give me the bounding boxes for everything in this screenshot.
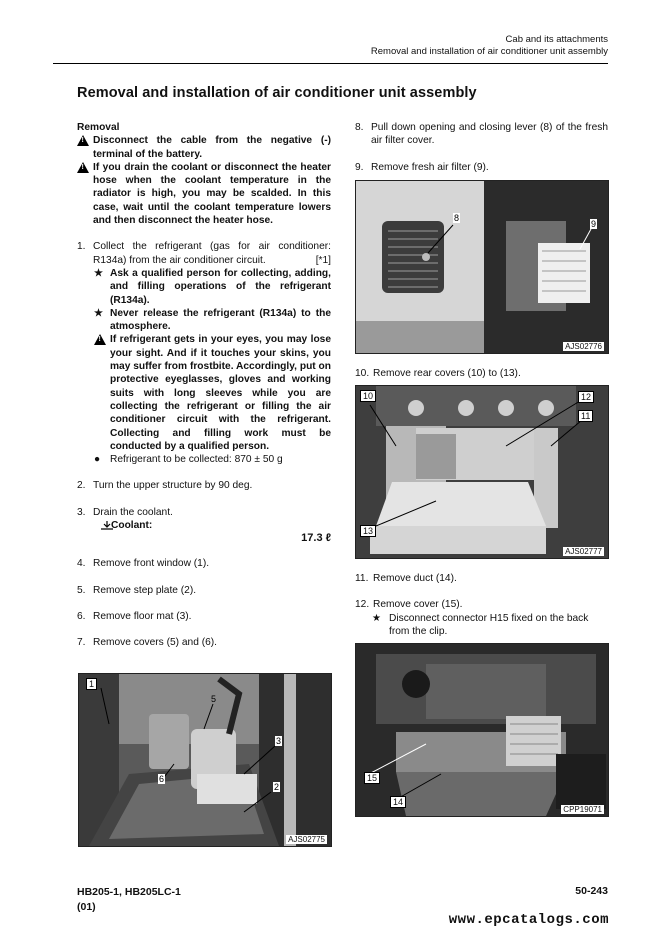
photo-rear-covers bbox=[355, 385, 609, 559]
step-9: 9. Remove fresh air filter (9). bbox=[355, 161, 489, 173]
photo-cab-interior bbox=[78, 673, 332, 847]
coolant-amount: 17.3 ℓ bbox=[301, 532, 331, 545]
cab-interior-image bbox=[79, 674, 331, 846]
note-connector: ★ Disconnect connector H15 fixed on the back from the clip. bbox=[372, 612, 589, 637]
note-qualified-person: ★ Ask a qualified person for collecting, adding, and filling operations of the refrigerant (R134a). bbox=[94, 267, 331, 306]
drain-icon bbox=[101, 521, 113, 530]
photo-code: CPP19071 bbox=[563, 805, 602, 814]
step-4: 4. Remove front window (1). bbox=[77, 558, 210, 570]
step-7: 7. Remove covers (5) and (6). bbox=[77, 637, 217, 649]
note-no-release: ★ Never release the refrigerant (R134a) to the atmosphere. bbox=[94, 307, 331, 333]
callout-13: 13 bbox=[360, 525, 376, 537]
callout-9: 9 bbox=[591, 219, 597, 229]
page-title: Removal and installation of air conditioner unit assembly bbox=[77, 85, 477, 101]
photo-code: AJS02776 bbox=[565, 342, 602, 351]
step-3: 3. Drain the coolant. bbox=[77, 506, 173, 518]
step-8: 8. Pull down opening and closing lever (8) of the fresh air filter cover. bbox=[355, 122, 608, 147]
rear-covers-image bbox=[356, 386, 608, 558]
callout-5: 5 bbox=[211, 694, 217, 704]
photo-duct-cover bbox=[355, 643, 609, 817]
warning-icon bbox=[77, 161, 89, 176]
right-column bbox=[355, 121, 608, 174]
callout-8: 8 bbox=[454, 213, 460, 223]
footer-model: HB205-1, HB205LC-1 (01) bbox=[77, 886, 181, 913]
section-heading: Removal bbox=[77, 122, 120, 133]
photo-code: AJS02777 bbox=[565, 547, 602, 556]
callout-15: 15 bbox=[364, 772, 380, 784]
left-column bbox=[77, 121, 331, 650]
star-icon: ★ bbox=[94, 267, 104, 279]
step-10-block bbox=[355, 367, 608, 380]
photo-fresh-air-filter bbox=[355, 180, 609, 354]
step-2: 2. Turn the upper structure by 90 deg. bbox=[77, 480, 253, 492]
step-6: 6. Remove floor mat (3). bbox=[77, 610, 192, 622]
warning-battery: ! Disconnect the cable from the negative (-) terminal of the battery. bbox=[77, 134, 331, 161]
warning-refrigerant: ! If refrigerant gets in your eyes, you may lose your sight. And if it touches your skins, you may suffer from frostbite. Accordingly, put on protective eyeglasses, gloves and working suits with long sleeves while you are collecting the refrigerant or filling the air conditioner circuit with the refrigerant. Collecting and filling work must be conducted by a qualified person. bbox=[77, 333, 331, 453]
fresh-air-filter-image bbox=[356, 181, 608, 353]
coolant-spec: Coolant: bbox=[77, 519, 331, 533]
refrigerant-amount: ● Refrigerant to be collected: 870 ± 50 g bbox=[94, 454, 283, 466]
warning-coolant: ! If you drain the coolant or disconnect the heater hose when the coolant temperature in the radiator is high, you may be scalded. In this case, wait until the coolant temperature lowers and then disconnect the heater hose. bbox=[77, 161, 331, 227]
callout-12: 12 bbox=[578, 391, 594, 403]
step-12: 12. Remove cover (15). bbox=[355, 599, 463, 611]
steps-11-12-block bbox=[355, 572, 608, 638]
star-icon: ★ bbox=[372, 612, 382, 624]
bullet-icon: ● bbox=[94, 454, 101, 466]
warning-icon bbox=[77, 134, 89, 149]
callout-1: 1 bbox=[86, 678, 97, 690]
duct-cover-image bbox=[356, 644, 608, 816]
running-header bbox=[371, 34, 608, 58]
callout-14: 14 bbox=[390, 796, 406, 808]
callout-3: 3 bbox=[276, 736, 282, 746]
step-10: 10. Remove rear covers (10) to (13). bbox=[355, 368, 521, 379]
step-1: 1. Collect the refrigerant (gas for air conditioner: R134a) from the air conditioner circuit. [*1] bbox=[77, 241, 331, 266]
callout-2: 2 bbox=[274, 782, 280, 792]
callout-10: 10 bbox=[360, 390, 376, 402]
star-icon: ★ bbox=[94, 307, 104, 319]
watermark: www.epcatalogs.com bbox=[448, 912, 609, 928]
page-number: 50-243 bbox=[575, 885, 608, 897]
warning-icon bbox=[94, 333, 106, 348]
callout-11: 11 bbox=[578, 410, 593, 422]
step-5: 5. Remove step plate (2). bbox=[77, 584, 197, 596]
header-rule bbox=[53, 63, 608, 64]
reference-mark: [*1] bbox=[315, 254, 331, 266]
callout-6: 6 bbox=[159, 774, 165, 784]
step-11: 11. Remove duct (14). bbox=[355, 573, 457, 584]
header-section: Removal and installation of air conditioner unit assembly bbox=[370, 46, 608, 57]
header-chapter: Cab and its attachments bbox=[505, 34, 608, 45]
photo-code: AJS02775 bbox=[288, 835, 325, 844]
